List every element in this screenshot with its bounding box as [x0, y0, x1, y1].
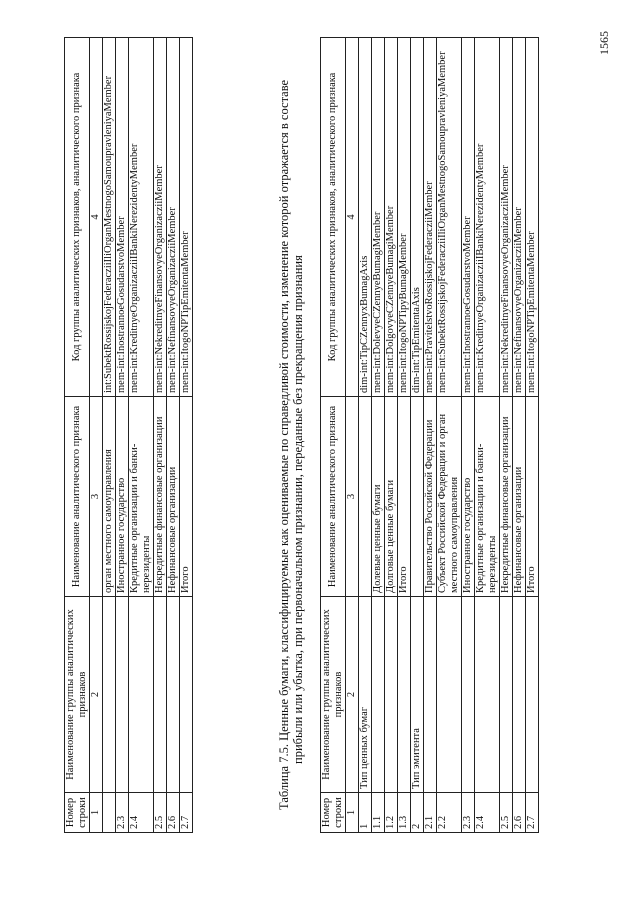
row-number-cell: 2.1 [424, 793, 437, 833]
attribute-name-cell: Некредитные финансовые организации [154, 397, 167, 597]
group-name-cell [129, 597, 154, 793]
table-row [437, 38, 462, 833]
code-cell: dim-int:TipEmitentaAxis [411, 38, 424, 397]
row-number-cell: 2.3 [116, 793, 129, 833]
attribute-name-cell: Некредитные финансовые организации [500, 397, 513, 597]
col-index: 3 [90, 397, 103, 597]
group-name-cell [167, 597, 180, 793]
group-name-cell [500, 597, 513, 793]
group-name-cell [180, 597, 193, 793]
row-number-cell: 1.1 [372, 793, 385, 833]
attribute-name-cell: Субъект Российской Федерации и орган местного самоуправления [437, 397, 462, 597]
group-name-cell [398, 597, 411, 793]
group-name-cell [372, 597, 385, 793]
table-row [385, 38, 398, 833]
table-row [154, 38, 167, 833]
row-number-cell: 2.5 [500, 793, 513, 833]
attribute-name-cell: Нефинансовые организации [167, 397, 180, 597]
col-index: 1 [346, 793, 359, 833]
group-name-cell [154, 597, 167, 793]
code-cell: mem-int:KreditnyeOrganizacziiIBankiNerezidentyMember [129, 38, 154, 397]
row-number-cell: 2.7 [526, 793, 539, 833]
header-code: Код группы аналитических признаков, аналитического признака [65, 38, 90, 397]
col-index: 3 [346, 397, 359, 597]
row-number-cell: 2.2 [437, 793, 462, 833]
row-number-cell: 1.3 [398, 793, 411, 833]
group-name-cell [513, 597, 526, 793]
table-row [398, 38, 411, 833]
group-name-cell [475, 597, 500, 793]
header-row-number: Номер строки [65, 793, 90, 833]
group-name-cell [526, 597, 539, 793]
table-row [103, 38, 116, 833]
col-index: 2 [90, 597, 103, 793]
header-code: Код группы аналитических признаков, аналитического признака [321, 38, 346, 397]
row-number-cell: 1.2 [385, 793, 398, 833]
table-row [500, 38, 513, 833]
col-index: 2 [346, 597, 359, 793]
table-row [180, 38, 193, 833]
table-row [526, 38, 539, 833]
row-number-cell: 2.6 [513, 793, 526, 833]
attribute-name-cell: Правительство Российской Федерации [424, 397, 437, 597]
table-row [359, 38, 372, 833]
code-cell: dim-int:TipCZennyxBumagAxis [359, 38, 372, 397]
group-name-cell [424, 597, 437, 793]
attribute-name-cell: Итого [398, 397, 411, 597]
code-cell: mem-int:DolevyeCZennyeBumagiMember [372, 38, 385, 397]
row-number-cell: 2.4 [475, 793, 500, 833]
code-cell: mem-int:NefinansovyeOrganizacziiMember [513, 38, 526, 397]
attribute-name-cell [359, 397, 372, 597]
group-name-cell [103, 597, 116, 793]
header-attribute-name: Наименование аналитического признака [65, 397, 90, 597]
page-number: 1565 [597, 31, 611, 55]
table-row [475, 38, 500, 833]
table-row [462, 38, 475, 833]
header-group-name: Наименование группы аналитических признаков [321, 597, 346, 793]
table-header-row [321, 38, 346, 833]
code-cell: mem-int:PravitelstvoRossijskojFederacziiMember [424, 38, 437, 397]
header-attribute-name: Наименование аналитического признака [321, 397, 346, 597]
row-number-cell [103, 793, 116, 833]
header-row-number: Номер строки [321, 793, 346, 833]
caption-line-2: прибыли или убытка, при первоначальном признании, переданные без прекращения признания [291, 255, 305, 764]
table-row [372, 38, 385, 833]
code-cell: mem-int:NefinansovyeOrganizacziiMember [167, 38, 180, 397]
attribute-name-cell: Кредитные организации и банки-нерезиденты [129, 397, 154, 597]
table-row [424, 38, 437, 833]
code-cell: mem-int:ItogoNPTipyBumagMember [398, 38, 411, 397]
code-cell: mem-int:DolgovyeCZennyeBumagiMember [385, 38, 398, 397]
group-name-cell [116, 597, 129, 793]
group-name-cell [462, 597, 475, 793]
group-name-cell: Тип эмитента [411, 597, 424, 793]
code-cell: mem-int:SubektRossijskojFederacziiIliOrganMestnogoSamoupravleniyaMember [437, 38, 462, 397]
row-number-cell: 2.5 [154, 793, 167, 833]
group-name-cell [385, 597, 398, 793]
row-number-cell: 1 [359, 793, 372, 833]
attribute-name-cell: Долевые ценные бумаги [372, 397, 385, 597]
header-group-name: Наименование группы аналитических признаков [65, 597, 90, 793]
column-index-row [346, 38, 359, 833]
code-cell: mem-int:InostrannoeGosudarstvoMember [116, 38, 129, 397]
col-index: 1 [90, 793, 103, 833]
row-number-cell: 2 [411, 793, 424, 833]
table-row [129, 38, 154, 833]
row-number-cell: 2.7 [180, 793, 193, 833]
table-row [167, 38, 180, 833]
table-row [411, 38, 424, 833]
table-row [513, 38, 526, 833]
code-cell: mem-int:InostrannoeGosudarstvoMember [462, 38, 475, 397]
col-index: 4 [346, 38, 359, 397]
table-caption [277, 20, 305, 810]
table-row [116, 38, 129, 833]
attribute-name-cell: орган местного самоуправления [103, 397, 116, 597]
attribute-name-cell: Иностранное государство [116, 397, 129, 597]
attribute-name-cell: Нефинансовые организации [513, 397, 526, 597]
caption-line-1: Таблица 7.5. Ценные бумаги, классифицируемые как оцениваемые по справедливой стоимости, изменение которой отражается в составе [277, 79, 291, 810]
securities-table [320, 37, 539, 833]
group-name-cell: Тип ценных бумаг [359, 597, 372, 793]
code-cell: mem-int:ItogoNPTipEmitentaMember [526, 38, 539, 397]
code-cell: mem-int:NekreditnyeFinansovyeOrganizacziiMember [154, 38, 167, 397]
attribute-name-cell: Итого [180, 397, 193, 597]
analytics-table-continued [64, 37, 193, 833]
column-index-row [90, 38, 103, 833]
group-name-cell [437, 597, 462, 793]
code-cell: mem-int:ItogoNPTipEmitentaMember [180, 38, 193, 397]
attribute-name-cell: Иностранное государство [462, 397, 475, 597]
code-cell: mem-int:KreditnyeOrganizacziiIBankiNerezidentyMember [475, 38, 500, 397]
attribute-name-cell: Итого [526, 397, 539, 597]
attribute-name-cell [411, 397, 424, 597]
code-cell: int:SubektRossijskojFederacziiIliOrganMestnogoSamoupravleniyaMember [103, 38, 116, 397]
row-number-cell: 2.4 [129, 793, 154, 833]
col-index: 4 [90, 38, 103, 397]
table-header-row [65, 38, 90, 833]
attribute-name-cell: Кредитные организации и банки-нерезиденты [475, 397, 500, 597]
attribute-name-cell: Долговые ценные бумаги [385, 397, 398, 597]
row-number-cell: 2.3 [462, 793, 475, 833]
code-cell: mem-int:NekreditnyeFinansovyeOrganizacziiMember [500, 38, 513, 397]
row-number-cell: 2.6 [167, 793, 180, 833]
